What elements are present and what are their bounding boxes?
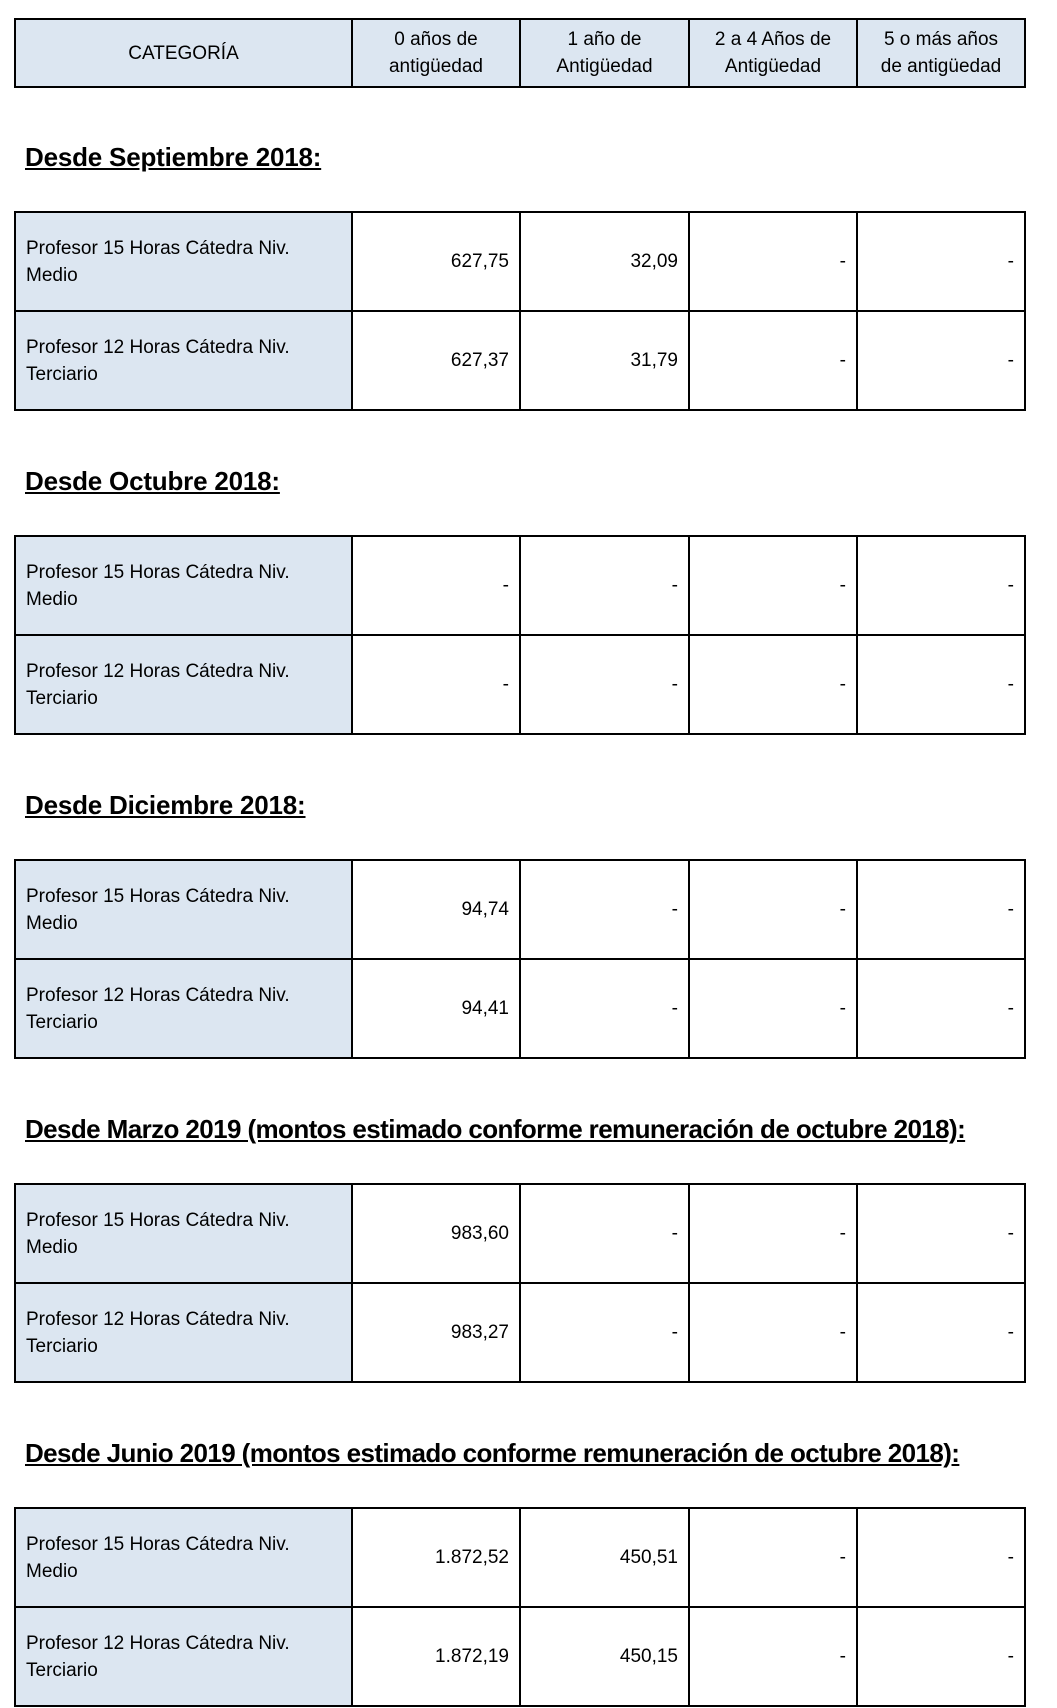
header-0-anos-line1: 0 años de xyxy=(394,29,478,50)
value-0-anos: - xyxy=(352,536,520,635)
header-1-ano-line2: Antigüedad xyxy=(556,56,653,77)
value-2-4-anos: - xyxy=(689,536,857,635)
category-cell xyxy=(15,311,352,410)
category-line2: Medio xyxy=(26,1236,78,1258)
value-2-4-anos: - xyxy=(689,1508,857,1607)
value-2-4-anos: - xyxy=(689,1607,857,1706)
header-2-4-anos-line2: Antigüedad xyxy=(724,56,822,77)
section-title-septiembre-2018: Desde Septiembre 2018: xyxy=(25,142,322,172)
value-0-anos: 983,27 xyxy=(352,1283,520,1382)
value-2-4-anos: - xyxy=(689,1184,857,1283)
section-table-septiembre-2018 xyxy=(14,211,1026,411)
category-line1: Profesor 15 Horas Cátedra Niv. xyxy=(26,885,290,907)
category-line2: Terciario xyxy=(26,687,98,709)
header-1-ano xyxy=(520,19,689,87)
header-5-mas-anos-line1: 5 o más años xyxy=(883,29,999,50)
header-2-4-anos-line1: 2 a 4 Años de xyxy=(714,29,832,50)
category-line1: Profesor 12 Horas Cátedra Niv. xyxy=(26,660,290,682)
value-1-ano: - xyxy=(520,536,689,635)
value-5-mas-anos: - xyxy=(857,635,1025,734)
category-line2: Terciario xyxy=(26,363,98,385)
category-line1: Profesor 12 Horas Cátedra Niv. xyxy=(26,984,290,1006)
value-0-anos: 627,37 xyxy=(352,311,520,410)
category-line1: Profesor 15 Horas Cátedra Niv. xyxy=(26,1209,290,1231)
header-1-ano-line1: 1 año de xyxy=(567,29,642,50)
section-title-junio-2019: Desde Junio 2019 (montos estimado conforme remuneración de octubre 2018): xyxy=(25,1438,960,1468)
table-row xyxy=(15,311,1025,410)
category-cell xyxy=(15,1508,352,1607)
value-2-4-anos: - xyxy=(689,860,857,959)
value-5-mas-anos: - xyxy=(857,212,1025,311)
table-row xyxy=(15,1184,1025,1283)
header-2-4-anos xyxy=(689,19,857,87)
value-0-anos: 627,75 xyxy=(352,212,520,311)
value-5-mas-anos: - xyxy=(857,1508,1025,1607)
section-title-diciembre-2018: Desde Diciembre 2018: xyxy=(25,790,306,820)
value-0-anos: - xyxy=(352,635,520,734)
value-5-mas-anos: - xyxy=(857,311,1025,410)
section-title-octubre-2018: Desde Octubre 2018: xyxy=(25,466,280,496)
header-5-mas-anos xyxy=(857,19,1025,87)
value-1-ano: - xyxy=(520,635,689,734)
category-line1: Profesor 12 Horas Cátedra Niv. xyxy=(26,1308,290,1330)
table-row xyxy=(15,860,1025,959)
table-row xyxy=(15,212,1025,311)
table-row xyxy=(15,1607,1025,1706)
category-line1: Profesor 12 Horas Cátedra Niv. xyxy=(26,1632,290,1654)
table-row xyxy=(15,959,1025,1058)
value-0-anos: 94,74 xyxy=(352,860,520,959)
value-2-4-anos: - xyxy=(689,311,857,410)
value-5-mas-anos: - xyxy=(857,1607,1025,1706)
category-cell xyxy=(15,536,352,635)
section-table-marzo-2019 xyxy=(14,1183,1026,1383)
value-5-mas-anos: - xyxy=(857,1283,1025,1382)
value-5-mas-anos: - xyxy=(857,536,1025,635)
category-line2: Terciario xyxy=(26,1011,98,1033)
category-line2: Medio xyxy=(26,912,78,934)
category-line1: Profesor 15 Horas Cátedra Niv. xyxy=(26,237,290,259)
value-1-ano: 32,09 xyxy=(520,212,689,311)
category-cell xyxy=(15,959,352,1058)
value-1-ano: 31,79 xyxy=(520,311,689,410)
category-cell xyxy=(15,860,352,959)
value-1-ano: 450,51 xyxy=(520,1508,689,1607)
value-2-4-anos: - xyxy=(689,959,857,1058)
table-row xyxy=(15,1508,1025,1607)
category-line2: Terciario xyxy=(26,1659,98,1681)
category-line2: Medio xyxy=(26,1560,78,1582)
value-5-mas-anos: - xyxy=(857,959,1025,1058)
value-0-anos: 983,60 xyxy=(352,1184,520,1283)
value-0-anos: 94,41 xyxy=(352,959,520,1058)
header-row xyxy=(15,19,1025,87)
value-1-ano: 450,15 xyxy=(520,1607,689,1706)
category-line2: Terciario xyxy=(26,1335,98,1357)
section-table-junio-2019 xyxy=(14,1507,1026,1707)
category-cell xyxy=(15,1607,352,1706)
header-0-anos-line2: antigüedad xyxy=(388,56,484,77)
section-table-octubre-2018 xyxy=(14,535,1026,735)
value-5-mas-anos: - xyxy=(857,1184,1025,1283)
header-0-anos xyxy=(352,19,520,87)
value-0-anos: 1.872,52 xyxy=(352,1508,520,1607)
category-line2: Medio xyxy=(26,264,78,286)
section-table-diciembre-2018 xyxy=(14,859,1026,1059)
header-table xyxy=(14,18,1026,88)
category-line1: Profesor 15 Horas Cátedra Niv. xyxy=(26,561,290,583)
value-1-ano: - xyxy=(520,1283,689,1382)
category-line2: Medio xyxy=(26,588,78,610)
header-5-mas-anos-line2: de antigüedad xyxy=(880,56,1002,77)
value-0-anos: 1.872,19 xyxy=(352,1607,520,1706)
category-cell xyxy=(15,635,352,734)
value-5-mas-anos: - xyxy=(857,860,1025,959)
table-row xyxy=(15,1283,1025,1382)
category-cell xyxy=(15,212,352,311)
section-title-marzo-2019: Desde Marzo 2019 (montos estimado conforme remuneración de octubre 2018): xyxy=(25,1114,966,1144)
value-2-4-anos: - xyxy=(689,212,857,311)
value-1-ano: - xyxy=(520,959,689,1058)
value-1-ano: - xyxy=(520,1184,689,1283)
category-cell xyxy=(15,1184,352,1283)
value-1-ano: - xyxy=(520,860,689,959)
category-line1: Profesor 12 Horas Cátedra Niv. xyxy=(26,336,290,358)
header-categoria: CATEGORÍA xyxy=(15,19,352,87)
value-2-4-anos: - xyxy=(689,635,857,734)
category-line1: Profesor 15 Horas Cátedra Niv. xyxy=(26,1533,290,1555)
table-row xyxy=(15,635,1025,734)
table-row xyxy=(15,536,1025,635)
value-2-4-anos: - xyxy=(689,1283,857,1382)
category-cell xyxy=(15,1283,352,1382)
